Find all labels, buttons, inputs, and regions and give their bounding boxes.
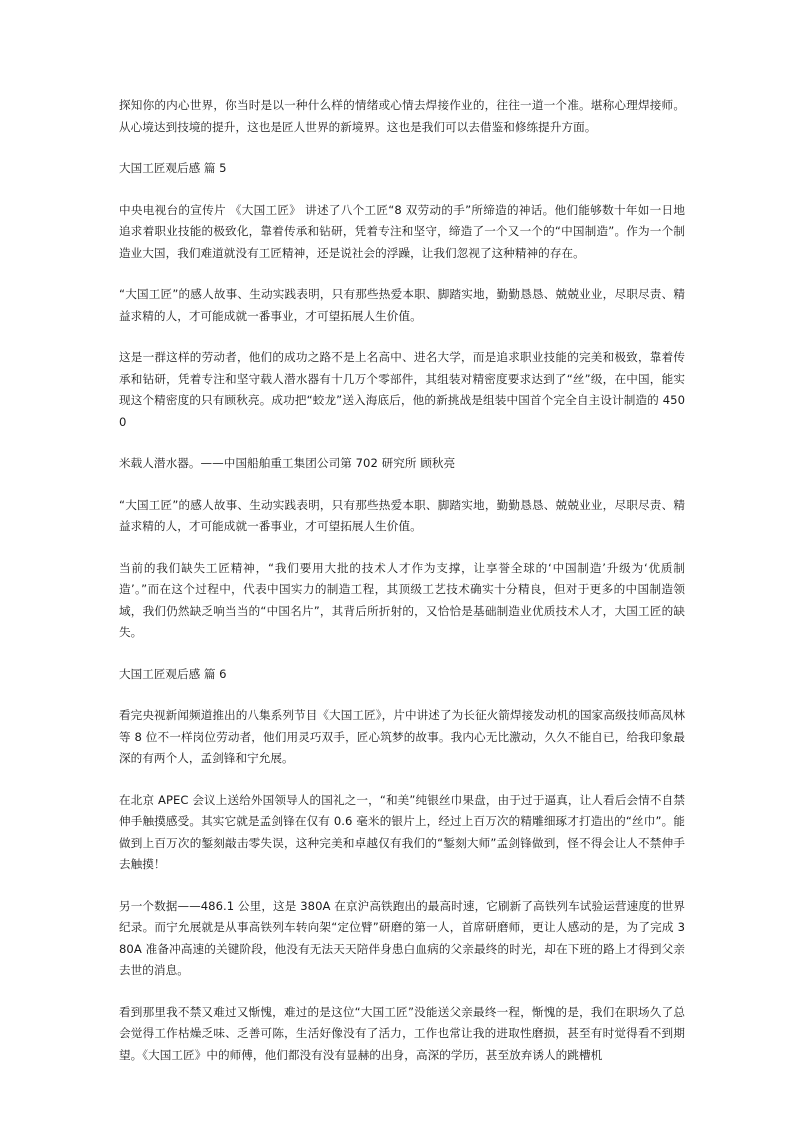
paragraph-touching-stories-repeat: “大国工匠”的感人故事、生动实践表明，只有那些热爱本职、脚踏实地，勤勤恳恳、兢兢业业，尽职尽责、精益求精的人，才可能成就一番事业，才可望拓展人生价值。: [119, 497, 685, 533]
paragraph-high-speed-rail: 另一个数据——486.1 公里，这是 380A 在京沪高铁跑出的最高时速，它刷新了高铁列车试验运营速度的世界纪录。而宁允展就是从事高铁列车转向架“定位臂”研磨的第一人，首席研磨师，更让人感动的是，为了完成 380A 准备冲高速的关键阶段，他没有无法天天陪伴身患白血病的父亲最终的时光，却在下班的路上才得到父亲去世的消息。: [119, 898, 685, 977]
paragraph-submersible: 米载人潜水器。——中国船舶重工集团公司第 702 研究所 顾秋亮: [119, 456, 456, 470]
section-heading-5: 大国工匠观后感 篇 5: [119, 161, 227, 175]
paragraph-watching-series: 看完央视新闻频道推出的八集系列节目《大国工匠》，片中讲述了为长征火箭焊接发动机的国家高级技师高凤林等 8 位不一样岗位劳动者，他们用灵巧双手，匠心筑梦的故事。我内心无比激动，久久不能自已，给我印象最深的有两个人，孟剑锋和宁允展。: [119, 708, 685, 765]
document-page: [119, 95, 685, 1086]
paragraph-apec-gift: 在北京 APEC 会议上送给外国领导人的国礼之一，“和美”纯银丝巾果盘，由于过于逼真，让人看后会情不自禁伸手触摸感受。其实它就是孟剑锋在仅有 0.6 毫米的银片上，经过上百万次的精雕细琢才打造出的“丝巾”。能做到上百万次的錾刻敲击零失误，这种完美和卓越仅有我们的“錾刻大师”孟剑锋做到，怪不得会让人不禁伸手去触摸！: [119, 792, 685, 871]
paragraph-reflection: 看到那里我不禁又难过又惭愧，难过的是这位“大国工匠”没能送父亲最终一程，惭愧的是，我们在职场久了总会觉得工作枯燥乏味、乏善可陈，生活好像没有了活力，工作也常让我的进取性磨损，甚至有时觉得看不到期望。《大国工匠》中的师傅，他们都没有没有显赫的出身，高深的学历，甚至放弃诱人的跳槽机: [119, 1004, 685, 1062]
paragraph-intro: 探知你的内心世界，你当时是以一种什么样的情绪或心情去焊接作业的，往往一道一个准。堪称心理焊接师。从心境达到技境的提升，这也是匠人世界的新境界。这也是我们可以去借鉴和修练提升方面。: [119, 98, 685, 134]
paragraph-lacking-spirit: 当前的我们缺失工匠精神，“我们要用大批的技术人才作为支撑，让享誉全球的‘中国制造’升级为‘优质制造’。”而在这个过程中，代表中国实力的制造工程，其顶级工艺技术确实十分精良，但对于更多的中国制造领域，我们仍然缺乏响当当的“中国名片”，其背后所折射的，又恰恰是基础制造业优质技术人才，大国工匠的缺失。: [119, 560, 685, 639]
section-heading-6: 大国工匠观后感 篇 6: [119, 666, 227, 681]
paragraph-touching-stories: “大国工匠”的感人故事、生动实践表明，只有那些热爱本职、脚踏实地，勤勤恳恳、兢兢业业，尽职尽责、精益求精的人，才可能成就一番事业，才可望拓展人生价值。: [119, 287, 685, 323]
paragraph-cctv-promo: 中央电视台的宣传片 《大国工匠》 讲述了八个工匠“8 双劳动的手”所缔造的神话。他们能够数十年如一日地追求着职业技能的极致化，靠着传承和钻研，凭着专注和坚守，缔造了一个又一个的“中国制造”。作为一个制造业大国，我们难道就没有工匠精神，还是说社会的浮躁，让我们忽视了这种精神的存在。: [119, 202, 685, 260]
paragraph-workers: 这是一群这样的劳动者，他们的成功之路不是上名高中、进名大学，而是追求职业技能的完美和极致，靠着传承和钻研，凭着专注和坚守载人潜水器有十几万个零部件，其组装对精密度要求达到了“丝”级，在中国，能实现这个精密度的只有顾秋亮。成功把“蛟龙”送入海底后，他的新挑战是组装中国首个完全自主设计制造的 4500: [119, 350, 685, 429]
